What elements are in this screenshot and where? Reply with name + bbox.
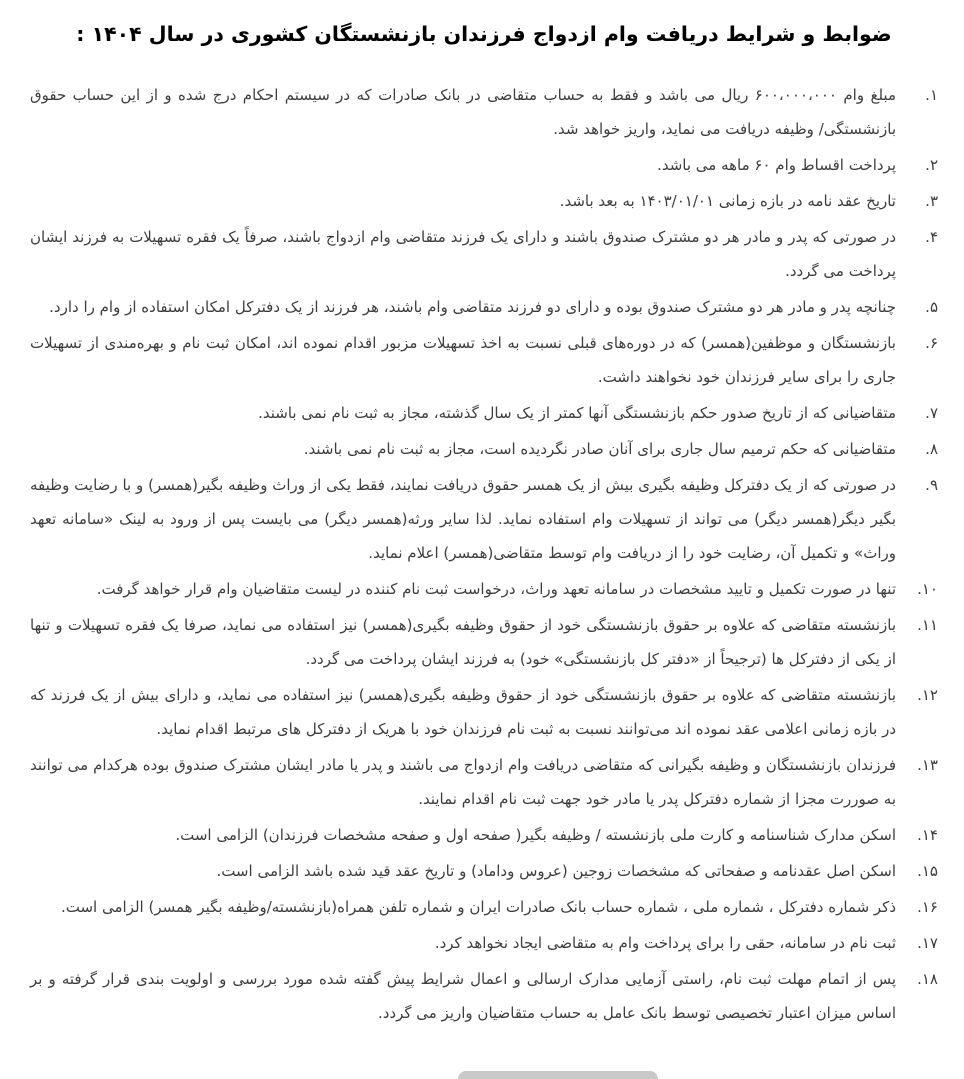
condition-item xyxy=(30,468,938,570)
item-text: تنها در صورت تکمیل و تایید مشخصات در سامانه تعهد وراث، درخواست ثبت نام کننده در لیست متقاضیان وام قرار خواهد گرفت. xyxy=(96,579,896,598)
item-number: ۹. xyxy=(925,475,938,494)
condition-item xyxy=(30,148,938,182)
item-text: متقاضیانی که از تاریخ صدور حکم بازنشستگی آنها کمتر از یک سال گذشته، مجاز به ثبت نام نمی باشند. xyxy=(258,403,896,422)
item-text: مبلغ وام ۶۰۰،۰۰۰،۰۰۰ ریال می باشد و فقط به حساب متقاضی در بانک صادرات که در سیستم احکام درج شده و از این حساب حقوق بازنشستگی/ وظیفه دریافت می نماید، واریز خواهد شد. xyxy=(30,85,896,138)
condition-item xyxy=(30,962,938,1030)
item-number: ۴. xyxy=(925,227,938,246)
item-number: ۱۵. xyxy=(917,861,938,880)
item-number: ۱۷. xyxy=(917,933,938,952)
item-number: ۱. xyxy=(925,85,938,104)
item-text: بازنشسته متقاضی که علاوه بر حقوق بازنشستگی خود از حقوق وظیفه بگیری(همسر) نیز استفاده می نماید، صرفا یک فقره تسهیلات و تنها از یکی از دفترکل ها (ترجیحاً از «دفتر کل بازنشستگی» خود) به فرزند ایشان پرداخت می گردد. xyxy=(30,615,896,668)
item-text: در صورتی که از یک دفترکل وظیفه بگیری بیش از یک همسر حقوق دریافت نمایند، فقط یکی از وراث وظیفه بگیر(همسر) و با رضایت وظیفه بگیر دیگر(همسر دیگر) می تواند از تسهیلات وام استفاده نماید. لذا سایر ورثه(همسر دیگر) می بایست پس از ورود به لینک «سامانه تعهد وراث» و تکمیل آن، رضایت خود را از دریافت وام توسط متقاضی(همسر) اعلام نماید. xyxy=(30,475,896,562)
item-text: اسکن اصل عقدنامه و صفحاتی که مشخصات زوجین (عروس وداماد) و تاریخ عقد قید شده باشد الزامی است. xyxy=(216,861,896,880)
item-text: پس از اتمام مهلت ثبت نام، راستی آزمایی مدارک ارسالی و اعمال شرایط پیش گفته شده مورد بررسی و اولویت بندی قرار گرفته و بر اساس میزان اعتبار تخصیصی توسط بانک عامل به حساب متقاضیان واریز می گردد. xyxy=(30,969,896,1022)
item-text: بازنشستگان و موظفین(همسر) که در دوره‌های قبلی نسبت به اخذ تسهیلات مزبور اقدام نموده اند، امکان ثبت نام و بهره‌مندی از تسهیلات جاری را برای سایر فرزندان خود نخواهند داشت. xyxy=(30,333,896,386)
condition-item xyxy=(30,220,938,288)
condition-item xyxy=(30,926,938,960)
item-number: ۱۲. xyxy=(917,685,938,704)
item-text: ثبت نام در سامانه، حقی را برای پرداخت وام به متقاضی ایجاد نخواهد کرد. xyxy=(434,933,896,952)
condition-item xyxy=(30,290,938,324)
item-text: چنانچه پدر و مادر هر دو مشترک صندوق بوده و دارای دو فرزند متقاضی وام باشند، هر فرزند از یک دفترکل امکان استفاده از وام را دارد. xyxy=(49,297,896,316)
item-number: ۱۶. xyxy=(917,897,938,916)
conditions-list xyxy=(30,78,938,1030)
item-number: ۶. xyxy=(925,333,938,352)
item-number: ۱۳. xyxy=(917,755,938,774)
condition-item xyxy=(30,432,938,466)
item-number: ۱۸. xyxy=(917,969,938,988)
condition-item xyxy=(30,572,938,606)
condition-item xyxy=(30,396,938,430)
bottom-partial-element xyxy=(458,1071,658,1079)
item-text: اسکن مدارک شناسنامه و کارت ملی بازنشسته / وظیفه بگیر( صفحه اول و صفحه مشخصات فرزندان) الزامی است. xyxy=(175,825,896,844)
item-number: ۲. xyxy=(925,155,938,174)
item-text: تاریخ عقد نامه در بازه زمانی ۱۴۰۳/۰۱/۰۱ به بعد باشد. xyxy=(559,191,896,210)
item-number: ۸. xyxy=(925,439,938,458)
item-number: ۵. xyxy=(925,297,938,316)
item-text: فرزندان بازنشستگان و وظیفه بگیرانی که متقاضی دریافت وام ازدواج می باشند و پدر یا مادر ایشان مشترک صندوق بوده هرکدام می توانند به صوررت مجزا از شماره دفترکل پدر یا مادر خود جهت ثبت نام اقدام نمایند. xyxy=(30,755,896,808)
condition-item xyxy=(30,854,938,888)
condition-item xyxy=(30,78,938,146)
condition-item xyxy=(30,818,938,852)
item-number: ۷. xyxy=(925,403,938,422)
page-title: ضوابط و شرایط دریافت وام ازدواج فرزندان بازنشستگان کشوری در سال ۱۴۰۴ : xyxy=(76,22,892,46)
item-number: ۳. xyxy=(925,191,938,210)
item-text: متقاضیانی که حکم ترمیم سال جاری برای آنان صادر نگردیده است، مجاز به ثبت نام نمی باشند. xyxy=(303,439,896,458)
item-text: در صورتی که پدر و مادر هر دو مشترک صندوق باشند و دارای یک فرزند متقاضی وام ازدواج باشند، صرفاً یک فقره تسهیلات به فرزند ایشان پرداخت می گردد. xyxy=(30,227,896,280)
condition-item xyxy=(30,678,938,746)
item-text: ذکر شماره دفترکل ، شماره ملی ، شماره حساب بانک صادرات ایران و شماره تلفن همراه(بازنشسته/وظیفه بگیر همسر) الزامی است. xyxy=(60,897,896,916)
item-number: ۱۴. xyxy=(917,825,938,844)
condition-item xyxy=(30,608,938,676)
condition-item xyxy=(30,748,938,816)
condition-item xyxy=(30,890,938,924)
item-number: ۱۰. xyxy=(917,579,938,598)
item-number: ۱۱. xyxy=(917,615,938,634)
condition-item xyxy=(30,326,938,394)
item-text: بازنشسته متقاضی که علاوه بر حقوق بازنشستگی خود از حقوق وظیفه بگیری(همسر) نیز استفاده می نماید، و دارای بیش از یک فرزند که در بازه زمانی اعلامی عقد نموده اند می‌توانند نسبت به ثبت نام فرزندان خود با هریک از دفترکل های مرتبط اقدام نماید. xyxy=(30,685,896,738)
item-text: پرداخت اقساط وام ۶۰ ماهه می باشد. xyxy=(657,155,896,174)
condition-item xyxy=(30,184,938,218)
